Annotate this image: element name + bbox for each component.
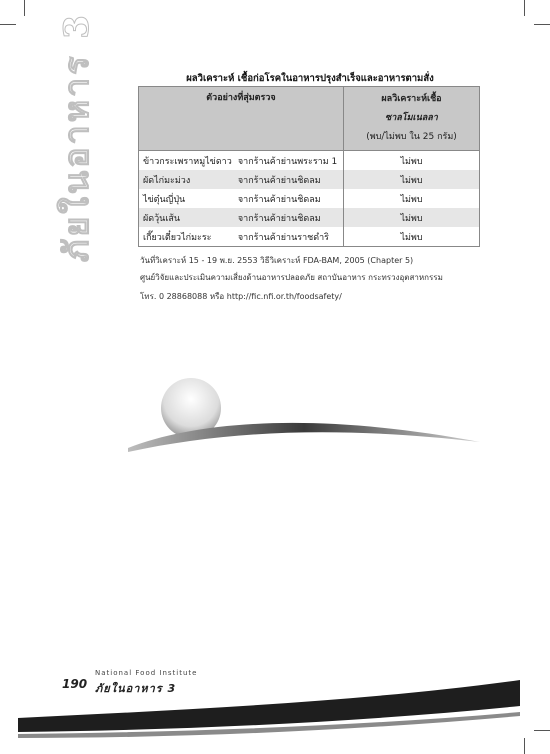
footer-band	[0, 660, 550, 754]
sample-source: จากร้านค้าย่านราชดำริ	[237, 232, 329, 243]
table-row	[139, 170, 480, 189]
note-line-1: วันที่วิเคราะห์ 15 - 19 พ.ย. 2553 วิธีวิเคราะห์ FDA-BAM, 2005 (Chapter 5)	[140, 256, 414, 265]
crop-mark	[24, 0, 25, 16]
sample-cell	[139, 170, 344, 189]
header-sample: ตัวอย่างที่สุ่มตรวจ	[139, 87, 344, 151]
sample-source: จากร้านค้าย่านชิดลม	[237, 175, 321, 186]
sample-source: จากร้านค้าย่านพระราม 1	[237, 156, 338, 167]
institute-name-en: National Food Institute	[95, 669, 198, 677]
note-line-2: ศูนย์วิจัยและประเมินความเสี่ยงด้านอาหารปลอดภัย สถาบันอาหาร กระทรวงอุตสาหกรรม	[140, 273, 443, 282]
header-result-line2: ซาลโมเนลลา	[385, 113, 438, 123]
sample-cell	[139, 189, 344, 208]
table-row	[139, 208, 480, 227]
crop-mark	[534, 24, 550, 25]
result-cell: ไม่พบ	[344, 151, 480, 171]
sample-name: ข้าวกระเพราหมูไข่ดาว	[143, 156, 232, 167]
table-caption: ผลวิเคราะห์ เชื้อก่อโรคในอาหารปรุงสำเร็จและอาหารตามสั่ง	[186, 73, 434, 84]
sample-cell	[139, 151, 344, 171]
sample-name: เกี๊ยวเตี๋ยวไก่มะระ	[143, 232, 212, 243]
note-line-3: โทร. 0 28868088 หรือ http://fic.nfi.or.th/foodsafety/	[140, 292, 342, 301]
side-title: ภัยในอาหาร 3	[57, 12, 97, 262]
sample-source: จากร้านค้าย่านชิดลม	[237, 194, 321, 205]
sample-source: จากร้านค้าย่านชิดลม	[237, 213, 321, 224]
sample-name: ผัดวุ้นเส้น	[143, 213, 181, 224]
table-row	[139, 189, 480, 208]
results-table	[138, 86, 480, 247]
result-cell: ไม่พบ	[344, 208, 480, 227]
crop-mark	[524, 0, 525, 16]
sample-cell	[139, 208, 344, 227]
sample-cell	[139, 227, 344, 247]
book-title-th: ภัยในอาหาร 3	[95, 682, 177, 695]
header-result	[344, 87, 480, 151]
page-number: 190	[62, 677, 88, 691]
result-cell: ไม่พบ	[344, 227, 480, 247]
table-row	[139, 227, 480, 247]
header-result-line1: ผลวิเคราะห์เชื้อ	[381, 94, 442, 104]
result-cell: ไม่พบ	[344, 170, 480, 189]
result-cell: ไม่พบ	[344, 189, 480, 208]
decorative-swoosh	[120, 372, 490, 472]
table-row	[139, 151, 480, 171]
header-result-line3: (พบ/ไม่พบ ใน 25 กรัม)	[366, 132, 457, 142]
sample-name: ผัดไก่มะม่วง	[143, 175, 191, 186]
sample-name: ไข่ตุ๋นญี่ปุ่น	[143, 194, 186, 205]
crop-mark	[0, 24, 16, 25]
